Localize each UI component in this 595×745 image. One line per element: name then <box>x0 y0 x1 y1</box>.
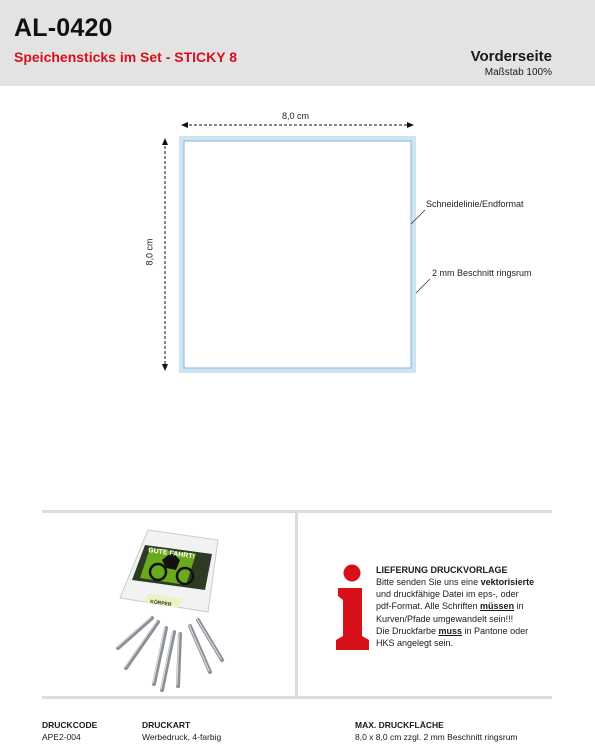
bleed-label: 2 mm Beschnitt ringsrum <box>432 268 532 278</box>
info-icon <box>336 565 369 651</box>
height-arrow-top <box>162 138 168 145</box>
druckflaeche-value: 8,0 x 8,0 cm zzgl. 2 mm Beschnitt ringsrum <box>355 732 518 742</box>
side-label: Vorderseite <box>470 48 552 65</box>
height-arrow-bottom <box>162 364 168 371</box>
info-title: LIEFERUNG DRUCKVORLAGE <box>376 565 508 575</box>
info-text: Bitte senden Sie uns eine vektorisierte und druckfähige Datei im eps-, oder pdf-Format. Alle Schriften müssen in Kurven/Pfade umgewandelt sein!!! Die Druckfarbe muss in Pantone oder HKS angelegt sein. <box>376 577 535 649</box>
bag-headline: GUTE FAHRT! <box>147 547 196 561</box>
height-label: 8,0 cm <box>144 238 155 266</box>
druckcode-label: DRUCKCODE <box>42 720 98 730</box>
bag-brand: KÖRPER <box>149 599 172 608</box>
druckcode-value: APE2-004 <box>42 732 81 742</box>
divider-bottom <box>42 696 552 699</box>
cut-line <box>184 141 411 368</box>
width-arrow-right <box>407 122 414 128</box>
divider-vertical <box>295 513 298 696</box>
cut-line-label: Schneidelinie/Endformat <box>426 199 524 209</box>
width-label: 8,0 cm <box>282 111 310 121</box>
druckart-label: DRUCKART <box>142 720 191 730</box>
product-title: Speichensticks im Set - STICKY 8 <box>14 49 238 65</box>
width-arrow-left <box>181 122 188 128</box>
scale-label: Maßstab 100% <box>484 67 552 78</box>
product-photo <box>117 530 222 690</box>
druckart-value: Werbedruck, 4-farbig <box>142 732 222 742</box>
bleed-leader-line <box>416 279 430 293</box>
druckflaeche-label: MAX. DRUCKFLÄCHE <box>355 720 444 730</box>
product-code: AL-0420 <box>14 14 113 42</box>
